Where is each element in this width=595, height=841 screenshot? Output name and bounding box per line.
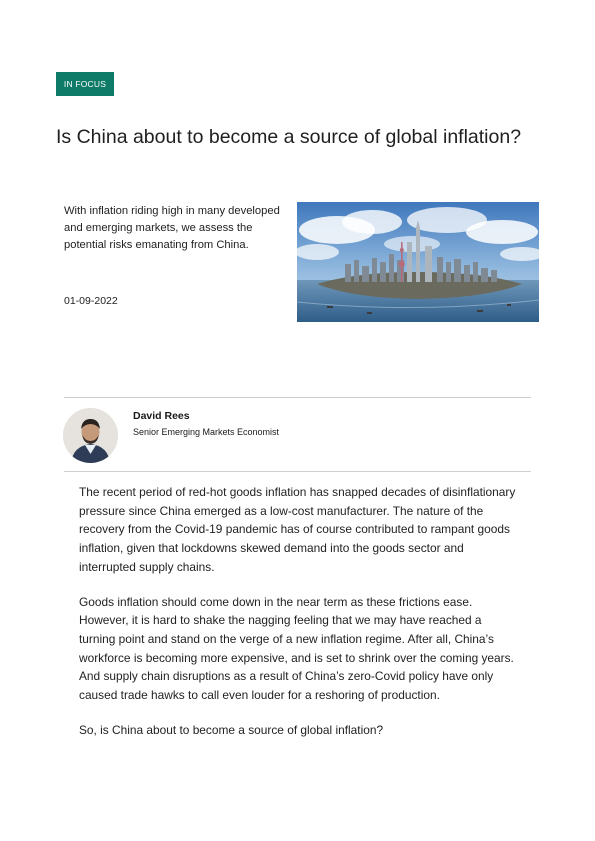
in-focus-tag: IN FOCUS (56, 72, 114, 96)
divider-top (64, 397, 531, 398)
body-paragraph-3: So, is China about to become a source of global inflation? (79, 722, 384, 737)
skyline-illustration (297, 202, 539, 322)
author-role: Senior Emerging Markets Economist (133, 427, 280, 437)
hero-image-shanghai-skyline (297, 202, 539, 322)
author-name: David Rees (133, 410, 190, 422)
article-lede: With inflation riding high in many developed and emerging markets, we assess the potential risks emanating from China. (64, 205, 280, 251)
body-paragraph-2: Goods inflation should come down in the near term as these frictions ease. However, it is hard to shake the nagging feeling that we may have reached a turning point and stand on the verge of a new inflation regime. After all, China’s workforce is becoming more expensive, and is set to shrink over the coming years. And supply chain disruptions as a result of China’s zero-Covid policy have only caused trade hawks to call even louder for a reshoring of production. (79, 594, 514, 703)
article-date: 01-09-2022 (64, 295, 118, 307)
article-title: Is China about to become a source of global inflation? (56, 126, 522, 148)
body-paragraph-1: The recent period of red-hot goods inflation has snapped decades of disinflationary pressure since China emerged as a low-cost manufacturer. The nature of the recovery from the Covid-19 pandemic has of course contributed to rampant goods inflation, given that lockdowns skewed demand into the goods sector and interrupted supply chains. (79, 485, 516, 574)
article-body (79, 483, 521, 755)
author-avatar (63, 408, 118, 463)
author-photo-icon (63, 408, 118, 463)
divider-bottom (64, 471, 531, 472)
